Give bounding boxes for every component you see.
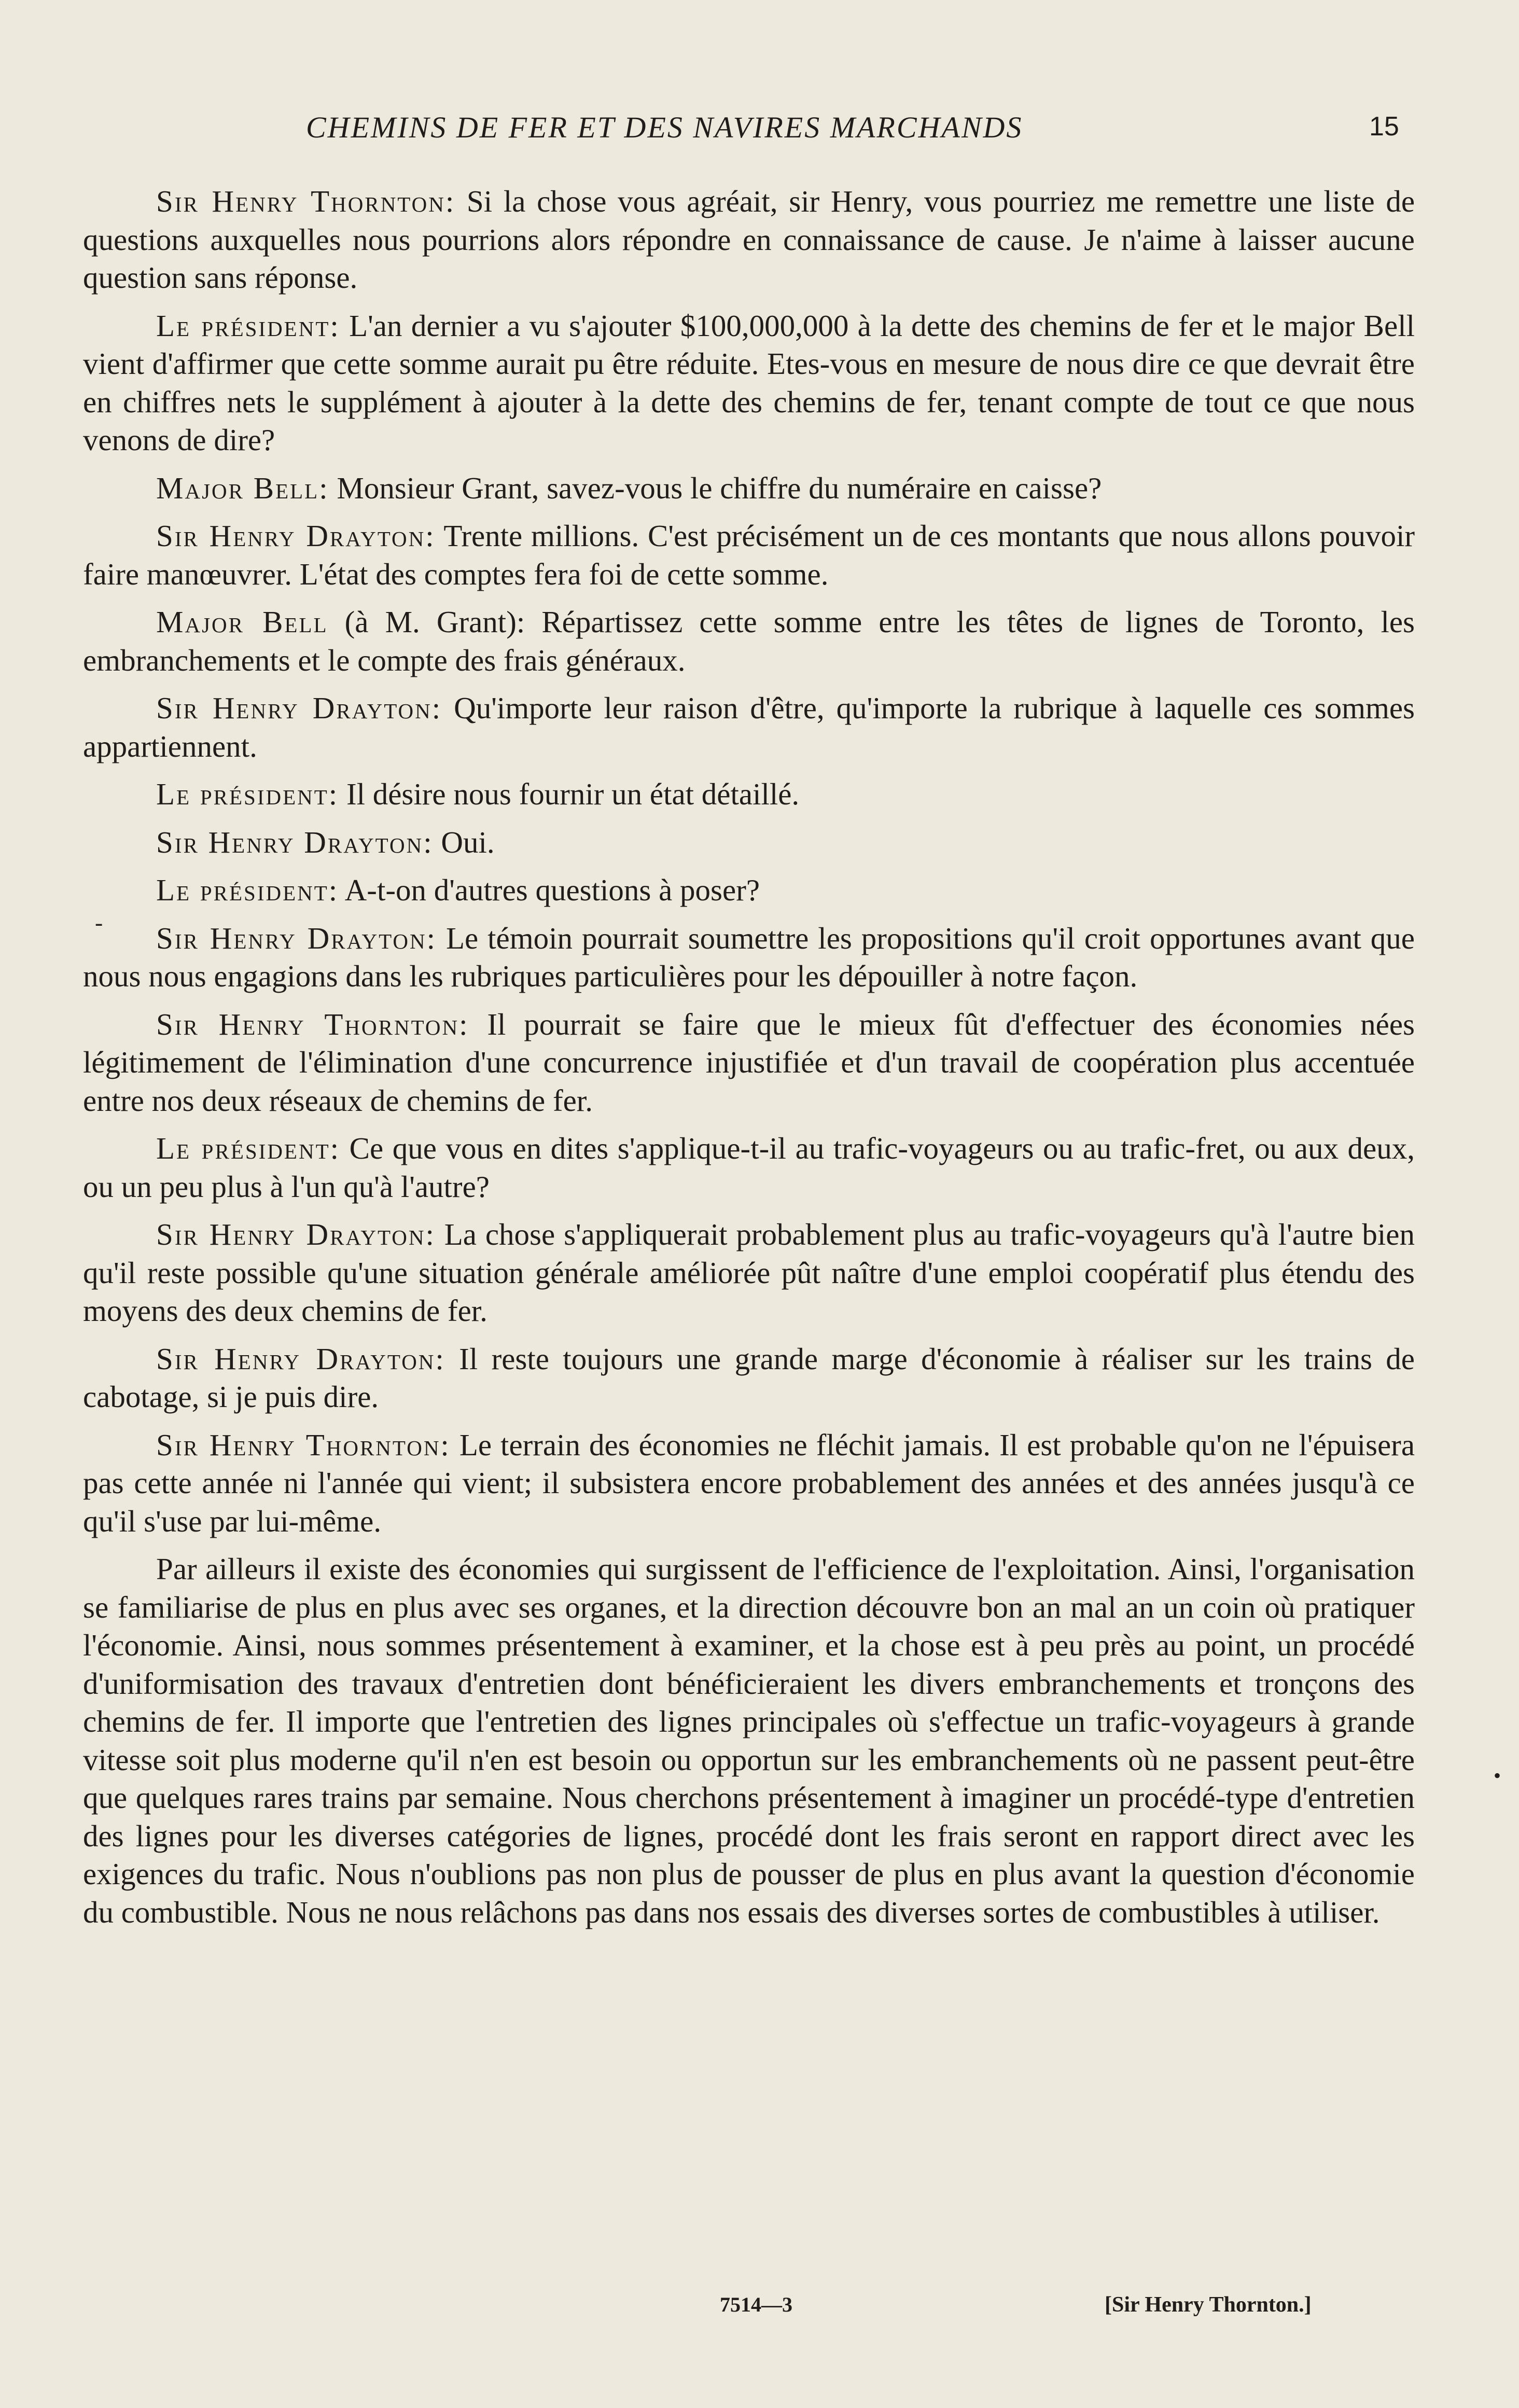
paragraph	[83, 517, 1415, 593]
paragraph	[83, 871, 1415, 910]
paragraph-text: Il reste toujours une grande marge d'économie à réaliser sur les trains de cabotage, si je puis dire.	[83, 1341, 1415, 1414]
speaker-name: Le président:	[156, 777, 339, 811]
margin-dot-mark: •	[1494, 1764, 1501, 1787]
paragraph	[83, 1006, 1415, 1120]
paragraph-text: Le terrain des économies ne fléchit jamais. Il est probable qu'on ne l'épuisera pas cette année ni l'année qui vient; il subsistera encore probablement des années et des années jusqu'à ce qu'il s'use par lui-même.	[83, 1427, 1415, 1538]
paragraph	[83, 1550, 1415, 1931]
speaker-name: Le président:	[156, 308, 340, 343]
catchword: [Sir Henry Thornton.]	[1105, 2293, 1312, 2317]
paragraph-text: Il pourrait se faire que le mieux fût d'effectuer des économies nées légitimement de l'élimination d'une concurrence injustifiée et d'un travail de coopération plus accentuée entre nos deux réseaux de chemins de fer.	[83, 1007, 1415, 1118]
speaker-name: Major Bell	[156, 605, 328, 639]
speaker-name: Major Bell:	[156, 470, 329, 505]
paragraph	[83, 1426, 1415, 1541]
paragraph	[83, 603, 1415, 679]
paragraph-text: (à M. Grant): Répartissez cette somme entre les têtes de lignes de Toronto, les embranchements et le compte des frais généraux.	[83, 605, 1415, 677]
paragraph-text: Trente millions. C'est précisément un de ces montants que nous allons pouvoir faire manœuvrer. L'état des comptes fera foi de cette somme.	[83, 519, 1415, 591]
margin-dash-mark: -	[95, 909, 103, 936]
speaker-name: Sir Henry Drayton:	[156, 1341, 445, 1376]
paragraph	[83, 307, 1415, 460]
speaker-name: Sir Henry Drayton:	[156, 825, 434, 859]
paragraph-text: Il désire nous fournir un état détaillé.	[339, 777, 800, 811]
page-number: 15	[1369, 112, 1399, 142]
speaker-name: Sir Henry Thornton:	[156, 184, 456, 218]
paragraph-text: A-t-on d'autres questions à poser?	[339, 873, 760, 907]
paragraph	[83, 469, 1415, 508]
paragraph-text: Si la chose vous agréait, sir Henry, vous pourriez me remettre une liste de questions auxquelles nous pourrions alors répondre en connaissance de cause. Je n'aime à laisser aucune question sans réponse.	[83, 184, 1415, 295]
paragraph-text: Qu'importe leur raison d'être, qu'importe la rubrique à laquelle ces sommes appartiennent.	[83, 691, 1415, 763]
paragraph-text: La chose s'appliquerait probablement plus au trafic-voyageurs qu'à l'autre bien qu'il reste possible qu'une situation générale améliorée pût naître d'une emploi coopératif plus étendu des moyens des deux chemins de fer.	[83, 1217, 1415, 1328]
speaker-name: Le président:	[156, 873, 339, 907]
speaker-name: Sir Henry Drayton:	[156, 691, 442, 725]
speaker-name: Sir Henry Thornton:	[156, 1427, 451, 1462]
speaker-name: Sir Henry Thornton:	[156, 1007, 469, 1041]
paragraph-text: Par ailleurs il existe des économies qui surgissent de l'efficience de l'exploitation. Ainsi, l'organisation se familiarise de plus en plus avec ses organes, et la direction découvre bon an mal an un coin où pratiquer l'économie. Ainsi, nous sommes présentement à examiner, et la chose est à peu près au point, un procédé d'uniformisation des travaux d'entretien dont bénéficieraient les divers embranchements et tronçons des chemins de fer. Il importe que l'entretien des lignes principales où s'effectue un trafic-voyageurs à grande vitesse soit plus moderne qu'il n'en est besoin ou opportun sur les embranchements où ne passent peut-être que quelques rares trains par semaine. Nous cherchons présentement à imaginer un procédé-type d'entretien des lignes pour les diverses catégories de lignes, procédé dont les frais seront en rapport direct avec les exigences du trafic. Nous n'oublions pas non plus de pousser de plus en plus avant la question d'économie du combustible. Nous ne nous relâchons pas dans nos essais des diverses sortes de combustibles à utiliser.	[83, 1552, 1415, 1929]
paragraph-text: Le témoin pourrait soumettre les propositions qu'il croit opportunes avant que nous nous engagions dans les rubriques particulières pour les dépouiller à notre façon.	[83, 921, 1415, 993]
paragraph	[83, 1130, 1415, 1206]
speaker-name: Sir Henry Drayton:	[156, 1217, 436, 1251]
speaker-name: Sir Henry Drayton:	[156, 519, 436, 553]
paragraph	[83, 183, 1415, 297]
paragraph-text: Oui.	[433, 825, 495, 859]
paragraph-text: Monsieur Grant, savez-vous le chiffre du numéraire en caisse?	[329, 470, 1102, 505]
running-title: CHEMINS DE FER ET DES NAVIRES MARCHANDS	[306, 110, 1023, 144]
body-text	[83, 183, 1415, 1941]
paragraph	[83, 775, 1415, 814]
paragraph	[83, 1340, 1415, 1416]
paragraph	[83, 824, 1415, 862]
printer-code: 7514—3	[720, 2293, 792, 2316]
paragraph-text: Ce que vous en dites s'applique-t-il au trafic-voyageurs ou au trafic-fret, ou aux deux, ou un peu plus à l'un qu'à l'autre?	[83, 1131, 1415, 1204]
speaker-name: Le président:	[156, 1131, 341, 1165]
speaker-name: Sir Henry Drayton:	[156, 921, 437, 955]
paragraph-text: L'an dernier a vu s'ajouter $100,000,000 à la dette des chemins de fer et le major Bell vient d'affirmer que cette somme aurait pu être réduite. Etes-vous en mesure de nous dire ce que devrait être en chiffres nets le supplément à ajouter à la dette des chemins de fer, tenant compte de tout ce que nous venons de dire?	[83, 308, 1415, 457]
paragraph	[83, 689, 1415, 765]
paragraph	[83, 920, 1415, 996]
paragraph	[83, 1216, 1415, 1330]
